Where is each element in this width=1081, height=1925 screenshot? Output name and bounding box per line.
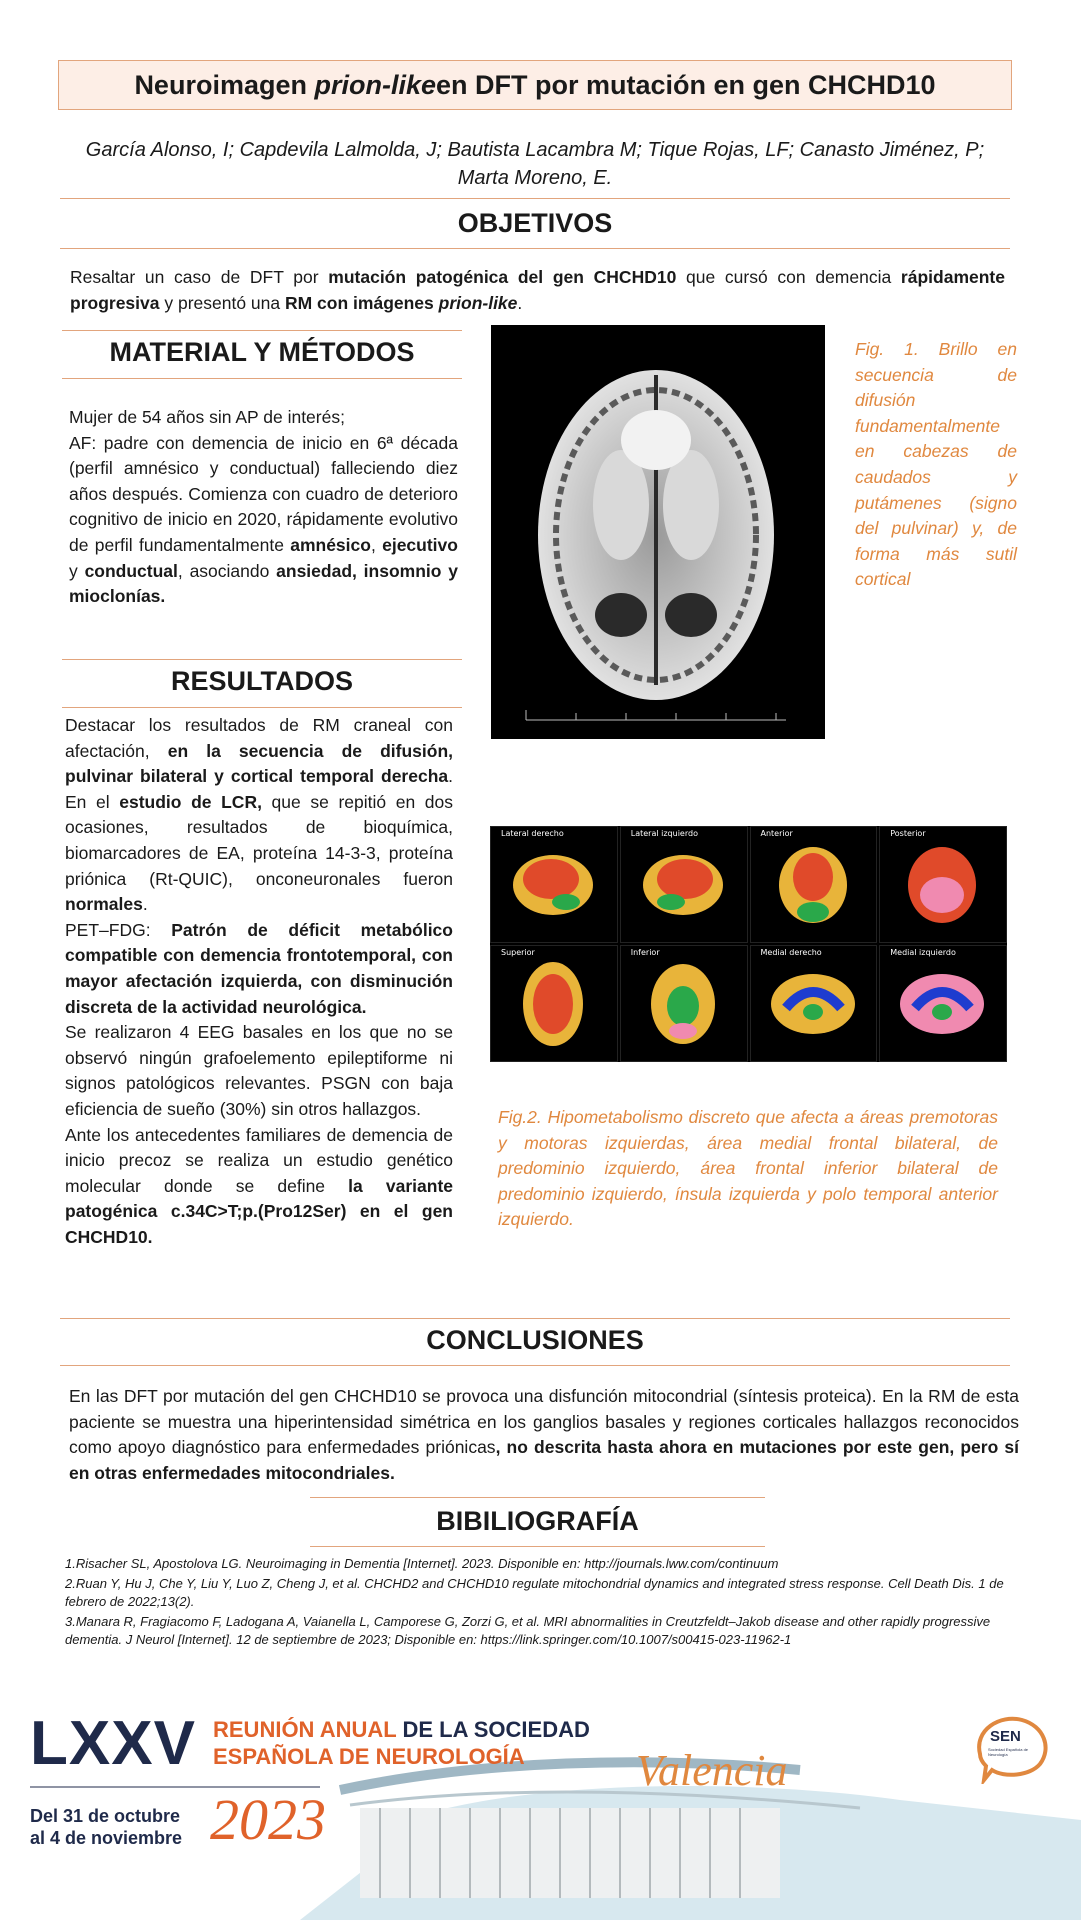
conclusiones-text: En las DFT por mutación del gen CHCHD10 se provoca una disfunción mitocondrial (síntesis proteica). En la RM de esta paciente se muestra una hiperintensidad simétrica en los ganglios basales y regiones corticales hallazgos reconocidos como apoyo diagnóstico para enfermedades priónicas, no descrita hasta ahora en mutaciones por este gen, pero sí en otras enfermedades mitocondriales. bbox=[69, 1386, 1020, 1483]
divider bbox=[62, 378, 462, 379]
divider bbox=[60, 248, 1010, 249]
divider bbox=[60, 1365, 1010, 1366]
divider bbox=[60, 198, 1010, 199]
pet-view: Medial derecho bbox=[750, 945, 878, 1062]
congress-name: REUNIÓN ANUAL DE LA SOCIEDAD ESPAÑOLA DE NEUROLOGÍA bbox=[213, 1717, 590, 1769]
reference-item: 1.Risacher SL, Apostolova LG. Neuroimaging in Dementia [Internet]. 2023. Disponible en: http://journals.lww.com/continuum bbox=[65, 1556, 779, 1571]
pet-view: Anterior bbox=[750, 826, 878, 943]
divider bbox=[62, 330, 462, 331]
pet-image-grid bbox=[490, 826, 1007, 1062]
reference-item: 2.Ruan Y, Hu J, Che Y, Liu Y, Luo Z, Cheng J, et al. CHCHD2 and CHCHD10 regulate mitochondrial dynamics and integrated stress response. Cell Death Dis. 1 de febrero de 2022;13(2). bbox=[65, 1576, 1004, 1609]
divider bbox=[310, 1497, 765, 1498]
sen-logo: SEN Sociedad Española de Neurología bbox=[970, 1712, 1058, 1784]
congress-dates: Del 31 de octubre al 4 de noviembre bbox=[30, 1806, 183, 1848]
fig2-caption: Fig.2. Hipometabolismo discreto que afecta a áreas premotoras y motoras izquierdas, área medial frontal bilateral, de predominio izquierdo, área frontal inferior bilateral de predominio izquierdo, ínsula izquierda y polo temporal anterior izquierdo. bbox=[498, 1107, 998, 1230]
poster-title: Neuroimagen prion-like en DFT por mutación en gen CHCHD10 bbox=[58, 60, 1012, 110]
pet-view: Lateral derecho bbox=[490, 826, 618, 943]
pet-view: Medial izquierdo bbox=[879, 945, 1007, 1062]
material-heading: MATERIAL Y MÉTODOS bbox=[109, 337, 415, 367]
pet-view: Posterior bbox=[879, 826, 1007, 943]
congress-year: 2023 bbox=[210, 1787, 326, 1852]
congress-city: Valencia bbox=[636, 1746, 788, 1795]
divider bbox=[310, 1546, 765, 1547]
objetivos-text: Resaltar un caso de DFT por mutación patogénica del gen CHCHD10 que cursó con demencia rápidamente progresiva y presentó una RM con imágenes prion-like. bbox=[70, 267, 1005, 313]
material-text: Mujer de 54 años sin AP de interés; AF: padre con demencia de inicio en 6ª década (perfil amnésico y conductual) falleciendo diez años después. Comienza con cuadro de deterioro cognitivo de inicio en 2020, rápidamente evolutivo de perfil fundamentalmente amnésico, ejecutivo y conductual, asociando ansiedad, insomnio y mioclonías. bbox=[69, 407, 458, 607]
resultados-text: Destacar los resultados de RM craneal con afectación, en la secuencia de difusión, pulvinar bilateral y cortical temporal derecha. En el estudio de LCR, que se repitió en dos ocasiones, resultados de bioquímica, biomarcadores de EA, proteína 14-3-3, proteína priónica (Rt-QUIC), onconeuronales fueron normales. PET–FDG: Patrón de déficit metabólico compatible con demencia frontotemporal, con mayor afectación izquierda, con disminución discreta de la actividad neurológica. Se realizaron 4 EEG basales en los que no se observó ningún grafoelemento epileptiforme ni signos patológicos relevantes. PSGN con baja eficiencia de sueño (30%) sin otros hallazgos. Ante los antecedentes familiares de demencia de inicio precoz se realiza un estudio genético molecular donde se define la variante patogénica c.34C>T;p.(Pro12Ser) en el gen CHCHD10. bbox=[65, 715, 454, 1247]
conclusiones-heading: CONCLUSIONES bbox=[426, 1325, 644, 1355]
bibliografia-heading: BIBILIOGRAFÍA bbox=[436, 1506, 639, 1536]
divider bbox=[62, 659, 462, 660]
divider bbox=[62, 707, 462, 708]
fig1-caption: Fig. 1. Brillo en secuencia de difusión fundamentalmente en cabezas de caudados y putámenes (signo del pulvinar) y, de forma más sutil cortical bbox=[855, 339, 1017, 590]
authors: García Alonso, I; Capdevila Lalmolda, J; Bautista Lacambra M; Tique Rojas, LF; Canasto Jiménez, P; Marta Moreno, E. bbox=[85, 139, 985, 189]
pet-view: Superior bbox=[490, 945, 618, 1062]
mri-image bbox=[491, 325, 825, 739]
pet-view: Lateral izquierdo bbox=[620, 826, 748, 943]
resultados-heading: RESULTADOS bbox=[171, 666, 353, 696]
objetivos-heading: OBJETIVOS bbox=[457, 208, 613, 238]
pet-view: Inferior bbox=[620, 945, 748, 1062]
divider bbox=[60, 1318, 1010, 1319]
congress-roman-number: LXXV bbox=[30, 1709, 196, 1778]
reference-item: 3.Manara R, Fragiacomo F, Ladogana A, Vaianella L, Camporese G, Zorzi G, et al. MRI abnormalities in Creutzfeldt–Jakob disease and other rapidly progressive dementia. J Neurol [Internet]. 12 de septiembre de 2023; Disponible en: https://link.springer.com/10.1007/s00415-023-11962-1 bbox=[65, 1614, 991, 1647]
